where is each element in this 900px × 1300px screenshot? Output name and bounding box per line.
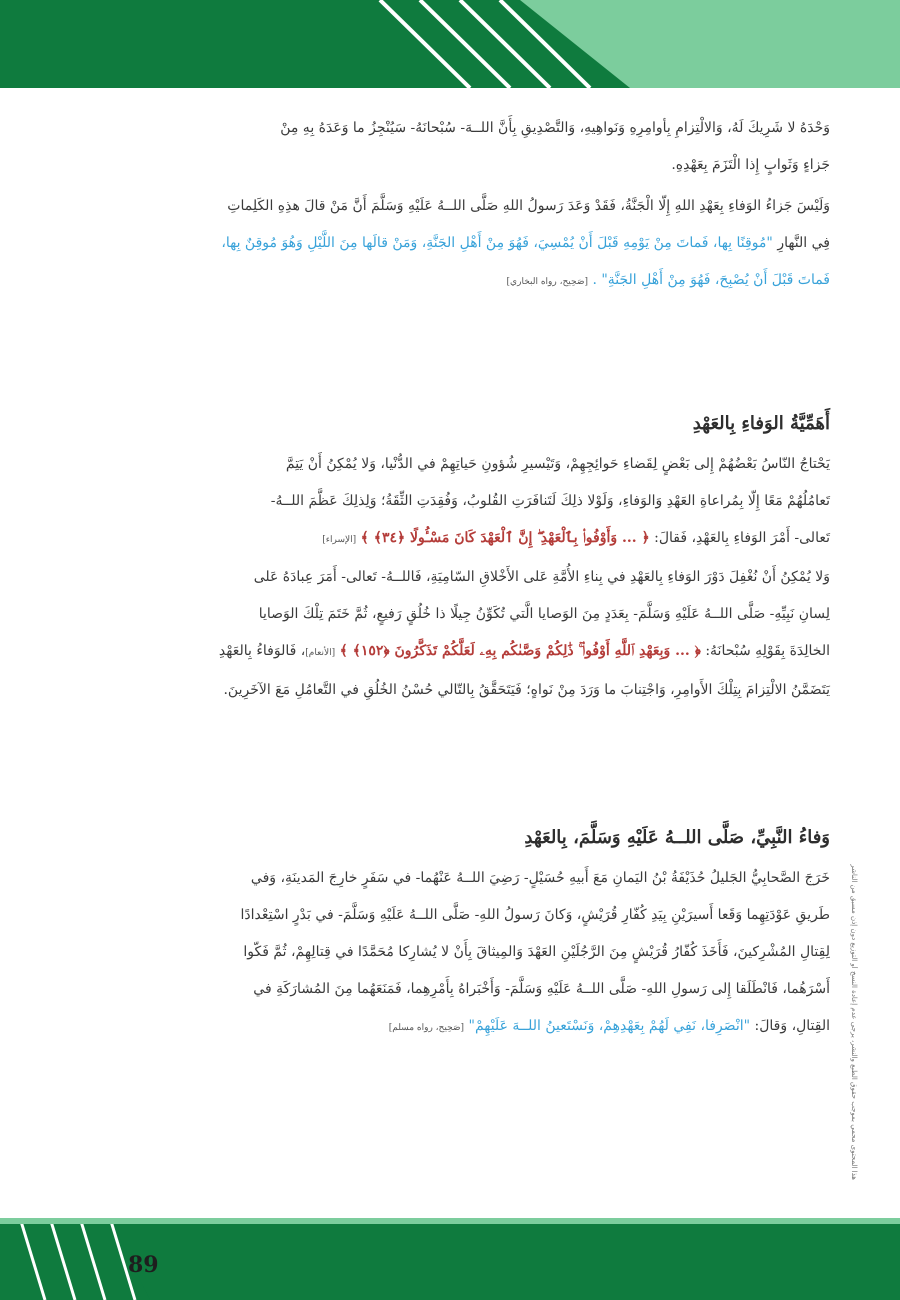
hadith-reference: [صَحِيح، رواه مسلم] <box>388 1023 465 1033</box>
text-line <box>70 633 830 672</box>
text-segment: ، فَالوَفاءُ بِالعَهْدِ <box>218 643 306 659</box>
text-segment: فِي النَّهارِ <box>772 235 830 251</box>
top-decorative-band <box>0 0 900 88</box>
verse-reference: [الإسراء] <box>322 535 357 545</box>
text-line: طَريقِ عَوْدَتِهِما وَقَعا أَسيرَيْنِ بِيَدِ كُفّارِ قُرَيْشٍ، وَكانَ رَسولُ اللهِ- صَلَّى اللــهُ عَلَيْهِ وَسَلَّمَ- في بَدْرٍ اسْتِعْدادًا <box>240 907 830 923</box>
hadith-reference: [صَحِيح، رواه البخاري] <box>506 277 588 287</box>
hadith-quote: "مُوقِنًا بِها، فَماتَ مِنْ يَوْمِهِ قَبْلَ أَنْ يُمْسِيَ، فَهُوَ مِنْ أَهْلِ الجَنَّةِ، وَمَنْ قالَها مِنَ اللَّيْلِ وَهُوَ مُوقِنٌ بِها، <box>221 235 773 251</box>
text-line <box>70 520 830 559</box>
section-heading: وَفاءُ النَّبِيِّ، صَلَّى اللــهُ عَلَيْهِ وَسَلَّمَ، بِالعَهْدِ <box>524 827 830 848</box>
text-line: لِقِتالِ المُشْرِكينَ، فَأَخَذَ كُفّارُ قُرَيْشٍ مِنَ الرَّجُلَيْنِ العَهْدَ وَالمِيثاقَ بِأَنْ لا يُشارِكا مُحَمَّدًا في قِتالِهِمْ، ثُمَّ فَكّوا <box>243 944 830 960</box>
text-line: خَرَجَ الصَّحابِيُّ الجَليلُ حُذَيْفَةُ بْنُ اليَمانِ مَعَ أَبيهِ حُسَيْلٍ- رَضِيَ اللــهُ عَنْهُما- في سَفَرٍ خارِجَ المَدينَةِ، وَفي <box>250 870 830 886</box>
text-line: وَلا يُمْكِنُ أَنْ نُغْفِلَ دَوْرَ الوَفاءِ بِالعَهْدِ في بِناءِ الأُمَّةِ عَلى الأَخْلاقِ السّامِيَةِ، فَاللــهُ- تَعالى- أَمَرَ عِبادَهُ عَلى <box>253 569 830 585</box>
text-line: أَسْرَهُما، فَانْطَلَقا إِلى رَسولِ اللهِ- صَلَّى اللــهُ عَلَيْهِ وَسَلَّمَ- وَأَخْبَراهُ بِأَمْرِهِما، فَمَنَعَهُما مِنَ المُشارَكَةِ في <box>253 981 830 997</box>
hadith-quote: "انْصَرِفا، نَفِي لَهُمْ بِعَهْدِهِمْ، وَنَسْتَعينُ اللــهَ عَلَيْهِمْ" <box>468 1018 751 1034</box>
verse-reference: [الأنعام] <box>305 648 336 658</box>
text-line: تَعامُلُهُمْ مَعًا إِلّا بِمُراعاةِ العَهْدِ وَالوَفاءِ، وَلَوْلا ذلِكَ لَتَنافَرَتِ القُلوبُ، وَفُقِدَتِ الثِّقَةُ؛ وَلِذلِكَ عَظَّمَ اللــهُ- <box>270 493 830 509</box>
section-prophet-fidelity <box>70 820 830 1047</box>
quran-verse: ﴿ ... وَبِعَهْدِ ٱللَّهِ أَوْفُوا۟ ۚ ذَٰلِكُمْ وَصَّىٰكُم بِهِۦ لَعَلَّكُمْ تَذَكَّرُونَ ﴿١٥٢﴾ ﴾ <box>339 643 701 659</box>
intro-paragraph <box>70 110 830 184</box>
text-line: وَحْدَهُ لا شَرِيكَ لَهُ، وَالالْتِزامِ بِأوامِرِهِ وَنَواهِيهِ، وَالتَّصْدِيقِ بِأَنَّ اللــهَ- سُبْحانَهُ- سَيُنْجِزُ ما وَعَدَهُ بِهِ مِنْ <box>280 120 830 136</box>
text-line <box>70 225 830 262</box>
section-heading: أَهَمِّيَّةُ الوَفاءِ بِالعَهْدِ <box>692 413 830 434</box>
text-line <box>70 1008 830 1047</box>
text-line: جَزاءٍ وَثَوابٍ إِذا الْتَزَمَ بِعَهْدِهِ. <box>671 157 830 173</box>
text-segment: القِتالِ، وَقالَ: <box>750 1018 830 1034</box>
page-number: 89 <box>128 1252 159 1278</box>
hadith-quote: فَماتَ قَبْلَ أَنْ يُصْبِحَ، فَهُوَ مِنْ أَهْلِ الجَنَّةِ" . <box>592 272 830 288</box>
text-line <box>70 262 830 301</box>
section-importance <box>70 406 830 709</box>
text-line: يَتَضَمَّنُ الالْتِزامَ بِتِلْكَ الأَوامِرِ، وَاجْتِنابَ ما وَرَدَ مِنْ نَواهٍ؛ فَيَتَحَقَّقُ بِالتّالي حُسْنُ الخُلُقِ في التَّعامُلِ مَعَ الآخَرِينَ. <box>223 682 830 698</box>
reward-paragraph <box>70 188 830 301</box>
text-segment: تَعالى- أَمْرَ الوَفاءِ بِالعَهْدِ، فَقالَ: <box>649 530 830 546</box>
text-line: وَلَيْسَ جَزاءُ الوَفاءِ بِعَهْدِ اللهِ إِلّا الْجَنَّةُ، فَقَدْ وَعَدَ رَسولُ اللهِ صَلَّى اللــهُ عَلَيْهِ وَسَلَّمَ أَنَّ مَنْ قالَ هذِهِ الكَلِماتِ <box>227 198 830 214</box>
quran-verse: ﴿ ... وَأَوْفُوا۟ بِٱلْعَهْدِ ۖ إِنَّ ٱلْعَهْدَ كَانَ مَسْـُٔولًا ﴿٣٤﴾ ﴾ <box>360 530 650 546</box>
text-line: يَحْتاجُ النّاسُ بَعْضُهُمْ إِلى بَعْضٍ لِقَضاءِ حَوائِجِهِمْ، وَتَيْسيرِ شُؤونِ حَياتِهِمْ في الدُّنْيا، وَلا يُمْكِنُ أَنْ يَتِمَّ <box>285 456 830 472</box>
text-line: لِسانِ نَبِيِّهِ- صَلَّى اللــهُ عَلَيْهِ وَسَلَّمَ- بِعَدَدٍ مِنَ الوَصايا الَّتي تُكَوِّنُ جِيلًا ذا خُلُقٍ رَفيعٍ، ثُمَّ خَتَمَ تِلْكَ الوَصايا <box>258 606 830 622</box>
text-segment: الخالِدَةَ بِقَوْلِهِ سُبْحانَهُ: <box>700 643 830 659</box>
side-vertical-note: هذا المحتوى محمي بموجب حقوق الطبع والنشر، يرجى عدم إعادة النسخ أو التوزيع دون إذن مسبق من الناشر <box>850 864 858 1180</box>
